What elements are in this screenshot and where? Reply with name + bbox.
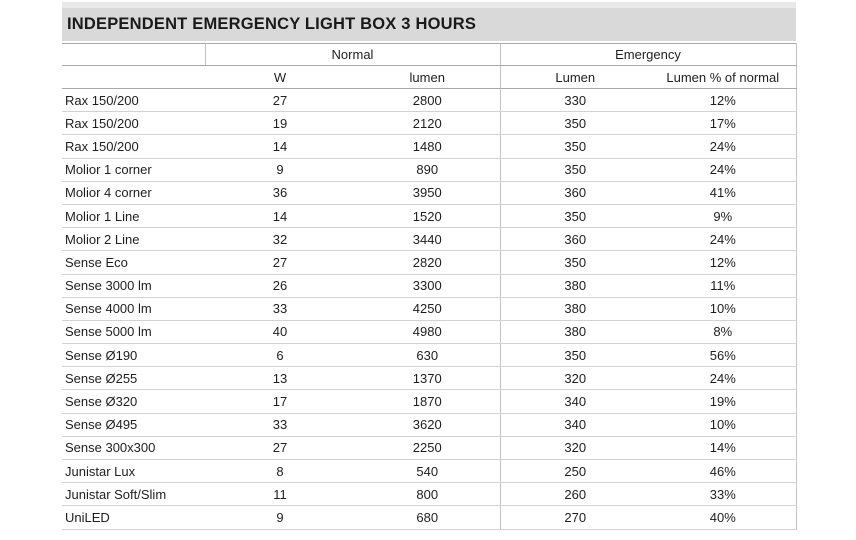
watt-cell: 13 — [205, 367, 355, 390]
col-header-lumen: lumen — [355, 66, 500, 89]
lumen-cell: 540 — [355, 460, 500, 483]
lumen-cell: 1480 — [355, 135, 500, 158]
emergency-lumen-cell: 340 — [500, 390, 650, 413]
lumen-percent-cell: 19% — [650, 390, 796, 413]
emergency-light-datasheet — [62, 2, 796, 530]
lumen-percent-cell: 12% — [650, 89, 796, 112]
emergency-lumen-cell: 250 — [500, 460, 650, 483]
emergency-lumen-cell: 320 — [500, 436, 650, 459]
emergency-lumen-cell: 380 — [500, 297, 650, 320]
table-row — [62, 506, 796, 529]
emergency-lumen-cell: 350 — [500, 135, 650, 158]
table-row — [62, 367, 796, 390]
watt-cell: 19 — [205, 112, 355, 135]
product-name-cell: Sense Ø190 — [62, 344, 205, 367]
lumen-percent-cell: 11% — [650, 274, 796, 297]
col-header-watt: W — [205, 66, 355, 89]
lumen-cell: 3300 — [355, 274, 500, 297]
emergency-lumen-cell: 350 — [500, 204, 650, 227]
watt-cell: 32 — [205, 228, 355, 251]
lumen-cell: 4250 — [355, 297, 500, 320]
emergency-lumen-cell: 260 — [500, 483, 650, 506]
emergency-lumen-cell: 330 — [500, 89, 650, 112]
lumen-percent-cell: 9% — [650, 204, 796, 227]
lumen-cell: 890 — [355, 158, 500, 181]
lumen-percent-cell: 24% — [650, 367, 796, 390]
product-name-cell: Sense Ø255 — [62, 367, 205, 390]
table-row — [62, 251, 796, 274]
lumen-percent-cell: 24% — [650, 135, 796, 158]
lumen-cell: 1520 — [355, 204, 500, 227]
emergency-lumen-cell: 350 — [500, 251, 650, 274]
product-name-cell: Sense Ø495 — [62, 413, 205, 436]
table-row — [62, 158, 796, 181]
lumen-percent-cell: 41% — [650, 181, 796, 204]
lumen-cell: 1370 — [355, 367, 500, 390]
lumen-percent-cell: 12% — [650, 251, 796, 274]
lumen-cell: 3620 — [355, 413, 500, 436]
product-name-cell: Sense Ø320 — [62, 390, 205, 413]
watt-cell: 36 — [205, 181, 355, 204]
watt-cell: 9 — [205, 158, 355, 181]
lumen-cell: 2820 — [355, 251, 500, 274]
lumen-percent-cell: 33% — [650, 483, 796, 506]
product-name-cell: Sense 3000 lm — [62, 274, 205, 297]
emergency-lumen-cell: 380 — [500, 320, 650, 343]
emergency-lumen-cell: 380 — [500, 274, 650, 297]
lumen-cell: 2250 — [355, 436, 500, 459]
table-row — [62, 483, 796, 506]
lumen-cell: 3950 — [355, 181, 500, 204]
lumen-percent-cell: 8% — [650, 320, 796, 343]
table-row — [62, 228, 796, 251]
lumen-cell: 2120 — [355, 112, 500, 135]
table-row — [62, 135, 796, 158]
watt-cell: 33 — [205, 413, 355, 436]
lumen-cell: 1870 — [355, 390, 500, 413]
product-name-cell: Sense 4000 lm — [62, 297, 205, 320]
lumen-percent-cell: 40% — [650, 506, 796, 529]
lumen-cell: 800 — [355, 483, 500, 506]
product-name-cell: Sense 5000 lm — [62, 320, 205, 343]
lumen-cell: 3440 — [355, 228, 500, 251]
table-row — [62, 390, 796, 413]
lumen-cell: 4980 — [355, 320, 500, 343]
lumen-percent-cell: 10% — [650, 297, 796, 320]
lumen-percent-cell: 24% — [650, 228, 796, 251]
product-name-cell: Sense 300x300 — [62, 436, 205, 459]
watt-cell: 33 — [205, 297, 355, 320]
table-body — [62, 89, 796, 530]
emergency-light-table — [62, 43, 797, 530]
emergency-lumen-cell: 360 — [500, 228, 650, 251]
table-row — [62, 112, 796, 135]
product-name-cell: Rax 150/200 — [62, 112, 205, 135]
page-title: INDEPENDENT EMERGENCY LIGHT BOX 3 HOURS — [62, 8, 796, 41]
lumen-percent-cell: 46% — [650, 460, 796, 483]
lumen-cell: 2800 — [355, 89, 500, 112]
emergency-lumen-cell: 350 — [500, 344, 650, 367]
watt-cell: 26 — [205, 274, 355, 297]
product-name-cell: Molior 4 corner — [62, 181, 205, 204]
table-row — [62, 344, 796, 367]
table-row — [62, 297, 796, 320]
group-header-spacer — [62, 44, 205, 66]
product-name-cell: UniLED — [62, 506, 205, 529]
product-name-cell: Molior 2 Line — [62, 228, 205, 251]
watt-cell: 27 — [205, 436, 355, 459]
group-header-normal: Normal — [205, 44, 500, 66]
product-name-cell: Molior 1 Line — [62, 204, 205, 227]
table-row — [62, 320, 796, 343]
watt-cell: 9 — [205, 506, 355, 529]
group-header-emergency: Emergency — [500, 44, 796, 66]
table-row — [62, 181, 796, 204]
table-row — [62, 460, 796, 483]
emergency-lumen-cell: 340 — [500, 413, 650, 436]
lumen-cell: 680 — [355, 506, 500, 529]
watt-cell: 14 — [205, 135, 355, 158]
lumen-cell: 630 — [355, 344, 500, 367]
emergency-lumen-cell: 350 — [500, 158, 650, 181]
product-name-cell: Rax 150/200 — [62, 89, 205, 112]
emergency-lumen-cell: 320 — [500, 367, 650, 390]
lumen-percent-cell: 56% — [650, 344, 796, 367]
group-header-row — [62, 44, 796, 66]
col-header-emergency-lumen: Lumen — [500, 66, 650, 89]
product-name-cell: Molior 1 corner — [62, 158, 205, 181]
column-header-row — [62, 66, 796, 89]
watt-cell: 11 — [205, 483, 355, 506]
product-name-cell: Junistar Soft/Slim — [62, 483, 205, 506]
watt-cell: 6 — [205, 344, 355, 367]
col-header-lumen-percent: Lumen % of normal — [650, 66, 796, 89]
table-row — [62, 204, 796, 227]
product-name-cell: Sense Eco — [62, 251, 205, 274]
product-name-cell: Junistar Lux — [62, 460, 205, 483]
emergency-lumen-cell: 350 — [500, 112, 650, 135]
lumen-percent-cell: 10% — [650, 413, 796, 436]
watt-cell: 17 — [205, 390, 355, 413]
watt-cell: 40 — [205, 320, 355, 343]
emergency-lumen-cell: 360 — [500, 181, 650, 204]
lumen-percent-cell: 14% — [650, 436, 796, 459]
lumen-percent-cell: 17% — [650, 112, 796, 135]
col-header-product — [62, 66, 205, 89]
emergency-lumen-cell: 270 — [500, 506, 650, 529]
watt-cell: 27 — [205, 251, 355, 274]
table-row — [62, 274, 796, 297]
product-name-cell: Rax 150/200 — [62, 135, 205, 158]
watt-cell: 8 — [205, 460, 355, 483]
watt-cell: 14 — [205, 204, 355, 227]
table-row — [62, 89, 796, 112]
table-row — [62, 413, 796, 436]
table-row — [62, 436, 796, 459]
lumen-percent-cell: 24% — [650, 158, 796, 181]
watt-cell: 27 — [205, 89, 355, 112]
